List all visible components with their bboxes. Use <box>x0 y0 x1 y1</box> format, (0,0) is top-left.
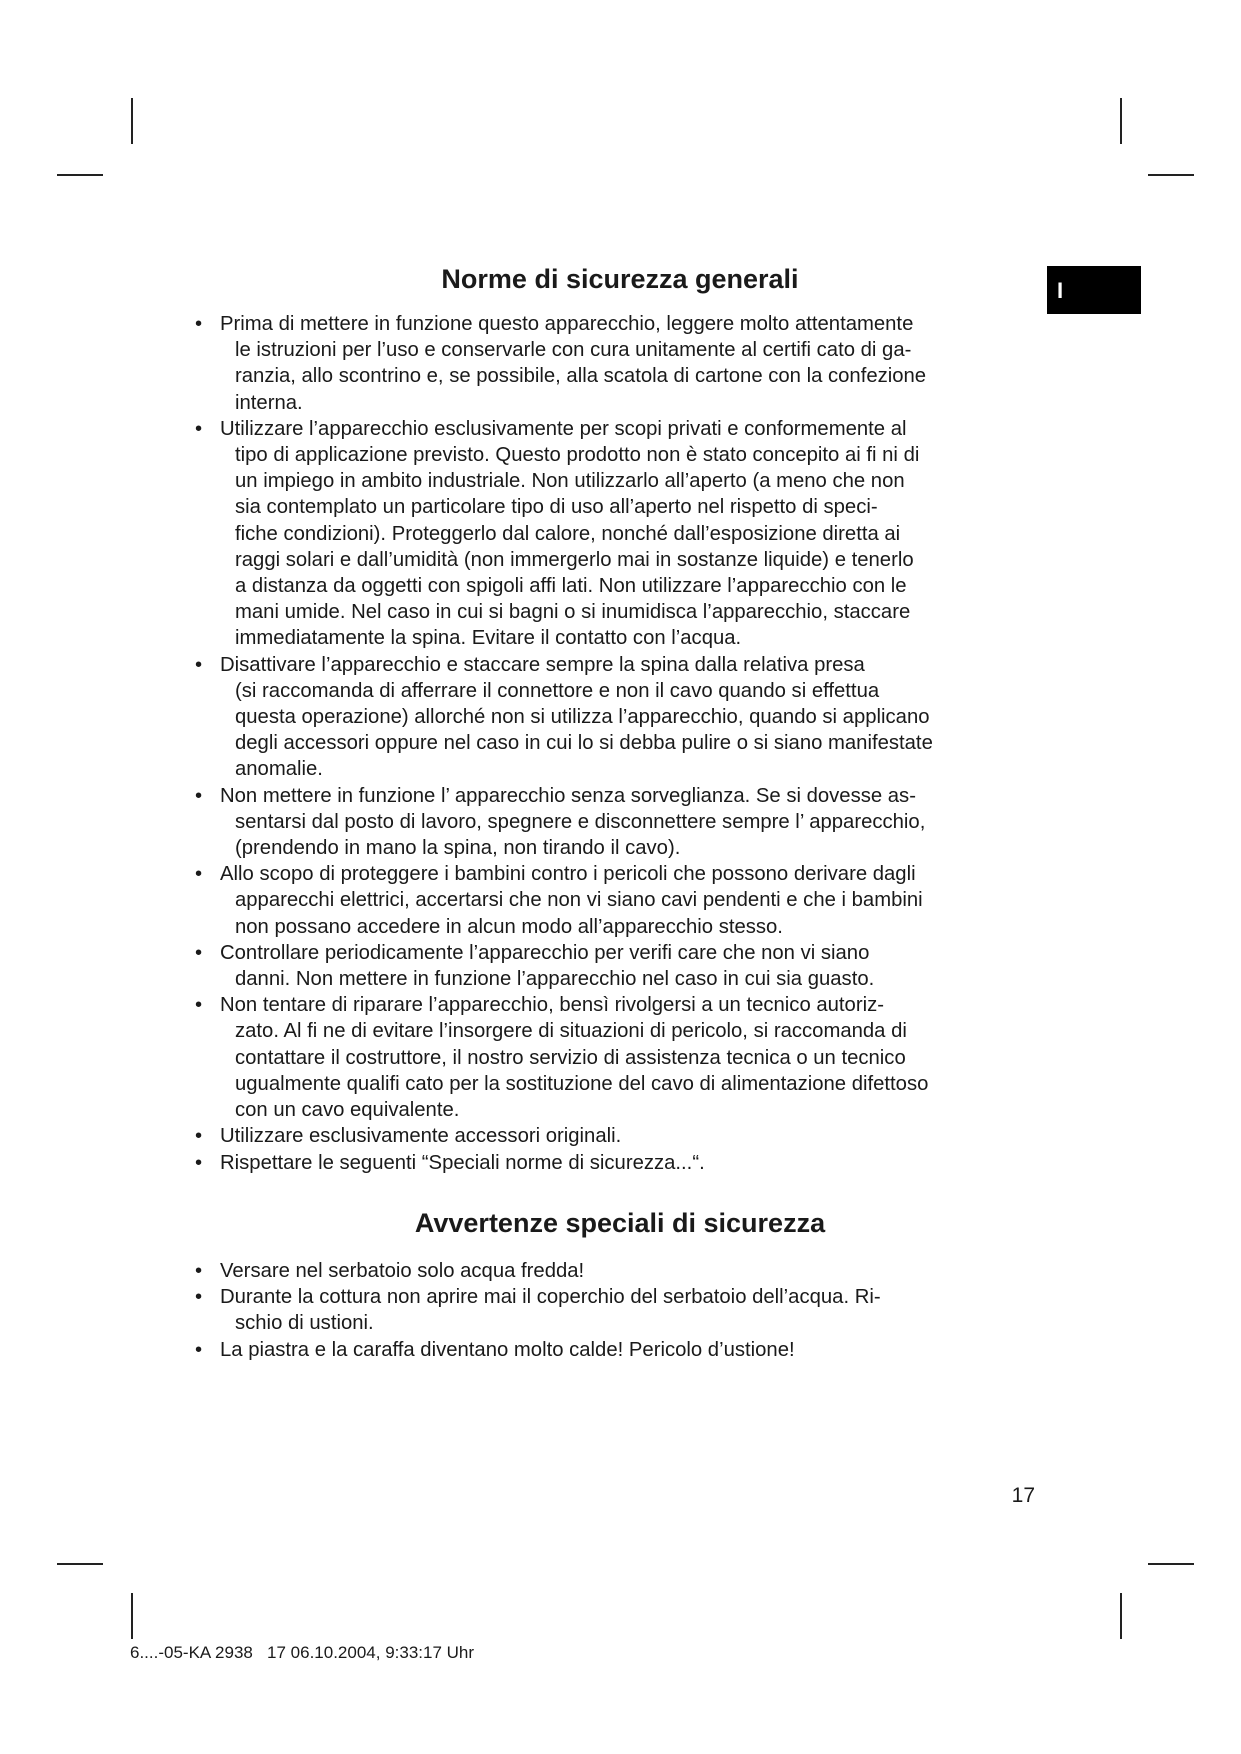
item-text-line: sentarsi dal posto di lavoro, spegnere e disconnettere sempre l’ apparecchio, <box>235 810 926 833</box>
item-text-line: con un cavo equivalente. <box>235 1099 460 1122</box>
item-text-line: immediatamente la spina. Evitare il contatto con l’acqua. <box>235 627 742 650</box>
item-text-line: Disattivare l’apparecchio e staccare sempre la spina dalla relativa presa <box>220 653 865 676</box>
bullet-icon: • <box>195 313 203 335</box>
item-text-line: Rispettare le seguenti “Speciali norme di sicurezza...“. <box>220 1151 705 1174</box>
item-text-line: (si raccomanda di afferrare il connettore e non il cavo quando si effettua <box>235 679 880 702</box>
list-item <box>195 861 1055 940</box>
bullet-icon: • <box>195 784 203 807</box>
special-warnings-list <box>195 1258 1055 1363</box>
item-text-line: zato. Al fi ne di evitare l’insorgere di situazioni di pericolo, si raccomanda di <box>235 1020 907 1043</box>
item-text-line: Allo scopo di proteggere i bambini contro i pericoli che possono derivare dagli <box>220 863 916 886</box>
item-text-line: Durante la cottura non aprire mai il coperchio del serbatoio dell’acqua. Ri- <box>220 1286 881 1309</box>
item-text-line: ugualmente qualifi cato per la sostituzione del cavo di alimentazione difettoso <box>235 1072 929 1095</box>
item-text-line: Prima di mettere in funzione questo apparecchio, leggere molto attentamente <box>220 313 914 335</box>
item-text-line: (prendendo in mano la spina, non tirando il cavo). <box>235 837 681 860</box>
item-text-line: La piastra e la caraffa diventano molto calde! Pericolo d’ustione! <box>220 1338 795 1361</box>
general-safety-list <box>195 311 1055 1176</box>
crop-mark-top-left <box>57 174 103 176</box>
item-text-line: mani umide. Nel caso in cui si bagni o si inumidisca l’apparecchio, staccare <box>235 601 911 624</box>
bullet-icon: • <box>195 1151 203 1174</box>
crop-mark-bottom-left <box>131 1593 133 1639</box>
item-text-line: apparecchi elettrici, accertarsi che non vi siano cavi pendenti e che i bambini <box>235 889 923 912</box>
section-special-warnings-title: Avvertenze speciali di sicurezza <box>414 1208 826 1238</box>
item-text-line: non possano accedere in alcun modo all’apparecchio stesso. <box>235 915 783 938</box>
bullet-icon: • <box>195 941 203 964</box>
item-text-line: Versare nel serbatoio solo acqua fredda! <box>220 1260 585 1282</box>
crop-mark-bottom-left <box>57 1563 103 1565</box>
list-item <box>195 783 1055 862</box>
bullet-icon: • <box>195 417 203 440</box>
bullet-icon: • <box>195 1260 203 1282</box>
list-item <box>195 1150 1055 1176</box>
item-text-line: schio di ustioni. <box>235 1312 374 1335</box>
list-item <box>195 1123 1055 1149</box>
crop-mark-top-left <box>131 98 133 144</box>
item-text-line: interna. <box>235 391 303 414</box>
language-tab: I <box>1047 266 1141 314</box>
item-text-line: le istruzioni per l’uso e conservarle con cura unitamente al certifi cato di ga- <box>235 339 912 362</box>
bullet-icon: • <box>195 653 203 676</box>
item-text-line: un impiego in ambito industriale. Non utilizzarlo all’aperto (a meno che non <box>235 470 905 493</box>
list-item <box>195 992 1055 1123</box>
item-text-line: anomalie. <box>235 758 323 781</box>
page-number: 17 <box>1011 1484 1035 1507</box>
item-text-line: tipo di applicazione previsto. Questo prodotto non è stato concepito ai fi ni di <box>235 444 920 467</box>
list-item <box>195 311 1055 416</box>
bullet-icon: • <box>195 1125 203 1148</box>
crop-mark-top-right <box>1148 174 1194 176</box>
item-text-line: fiche condizioni). Proteggerlo dal calore, nonché dall’esposizione diretta ai <box>235 522 901 545</box>
item-text-line: a distanza da oggetti con spigoli affi lati. Non utilizzare l’apparecchio con le <box>235 575 907 598</box>
item-text-line: raggi solari e dall’umidità (non immergerlo mai in sostanze liquide) e tenerlo <box>235 548 914 571</box>
item-text-line: Utilizzare l’apparecchio esclusivamente per scopi privati e conformemente al <box>220 417 907 440</box>
list-item <box>195 1284 1055 1336</box>
item-text-line: sia contemplato un particolare tipo di uso all’aperto nel rispetto di speci- <box>235 496 878 519</box>
bullet-icon: • <box>195 1338 203 1361</box>
item-text-line: degli accessori oppure nel caso in cui lo si debba pulire o si siano manifestate <box>235 732 933 755</box>
list-item <box>195 1258 1055 1284</box>
crop-mark-top-right <box>1120 98 1122 144</box>
bullet-icon: • <box>195 1286 203 1309</box>
item-text-line: Controllare periodicamente l’apparecchio per verifi care che non vi siano <box>220 941 870 964</box>
bullet-icon: • <box>195 994 203 1017</box>
list-item <box>195 652 1055 783</box>
list-item <box>195 940 1055 992</box>
item-text-line: contattare il costruttore, il nostro servizio di assistenza tecnica o un tecnico <box>235 1046 906 1069</box>
bullet-icon: • <box>195 863 203 886</box>
item-text-line: ranzia, allo scontrino e, se possibile, alla scatola di cartone con la confezione <box>235 365 927 388</box>
item-text-line: questa operazione) allorché non si utilizza l’apparecchio, quando si applicano <box>235 706 930 729</box>
list-item <box>195 416 1055 652</box>
item-text-line: Non tentare di riparare l’apparecchio, bensì rivolgersi a un tecnico autoriz- <box>220 994 884 1017</box>
section-general-safety-title: Norme di sicurezza generali <box>441 264 799 294</box>
crop-mark-bottom-right <box>1120 1593 1122 1639</box>
list-item <box>195 1337 1055 1363</box>
crop-mark-bottom-right <box>1148 1563 1194 1565</box>
print-footer: 6....-05-KA 2938 17 06.10.2004, 9:33:17 Uhr <box>130 1643 475 1662</box>
item-text-line: Utilizzare esclusivamente accessori originali. <box>220 1125 622 1148</box>
item-text-line: danni. Non mettere in funzione l’apparecchio nel caso in cui sia guasto. <box>235 968 875 991</box>
item-text-line: Non mettere in funzione l’ apparecchio senza sorveglianza. Se si dovesse as- <box>220 784 916 807</box>
